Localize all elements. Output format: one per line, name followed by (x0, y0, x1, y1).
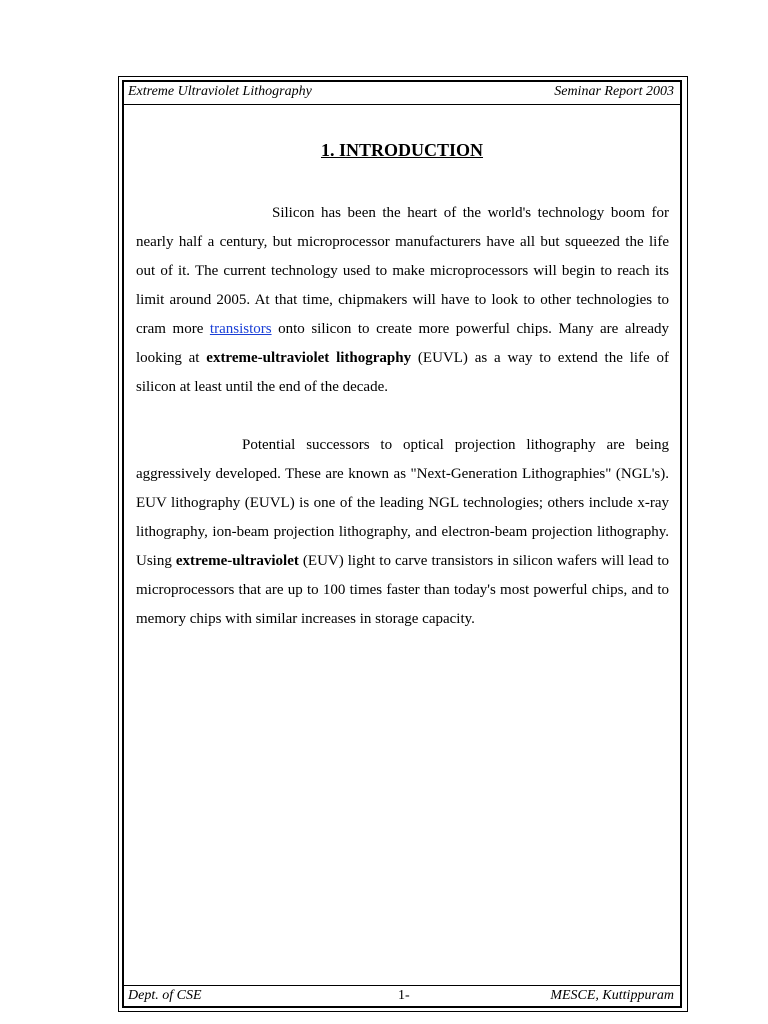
paragraph-intro-bold: extreme-ultraviolet lithography (206, 350, 412, 366)
paragraph-successors (136, 431, 669, 634)
header-divider (124, 104, 680, 105)
header-right-title: Seminar Report 2003 (554, 84, 674, 99)
footer-institution: MESCE, Kuttippuram (550, 988, 674, 1003)
paragraph-successors-text-1: Potential successors to optical projection lithography are being aggressively developed. These are known as "Next-Generation Lithographies" (NGL's). EUV lithography (EUVL) is one of the leading NGL technologies; others include x-ray lithography, ion-beam projection lithography, and electron-beam projection lithography. Using (136, 437, 669, 569)
paragraph-intro-text-1: Silicon has been the heart of the world's technology boom for nearly half a century, but microprocessor manufacturers have all but squeezed the life out of it. The current technology used to make microprocessors will begin to reach its limit around 2005. At that time, chipmakers will have to look to other technologies to cram more (136, 205, 669, 337)
header-left-title: Extreme Ultraviolet Lithography (128, 84, 312, 99)
paragraph-intro (136, 199, 669, 402)
paragraph-intro-text-2: onto silicon to create more powerful chips. Many are already looking at (136, 321, 669, 366)
paragraph-successors-bold: extreme-ultraviolet (175, 553, 299, 569)
section-title: 1. INTRODUCTION (320, 140, 484, 160)
footer-divider (124, 985, 680, 986)
document-body (136, 199, 669, 634)
page-header (128, 84, 674, 104)
footer-department: Dept. of CSE (128, 988, 202, 1003)
transistors-link[interactable]: transistors (209, 321, 272, 337)
paragraph-intro-text-3: (EUVL) as a way to extend the life of silicon at least until the end of the decade. (136, 350, 669, 395)
page-footer (128, 988, 674, 1006)
page-number: 1- (398, 988, 410, 1003)
paragraph-successors-text-2: (EUV) light to carve transistors in silicon wafers will lead to microprocessors that are up to 100 times faster than today's most powerful chips, and to memory chips with similar increases in storage capacity. (136, 553, 669, 627)
